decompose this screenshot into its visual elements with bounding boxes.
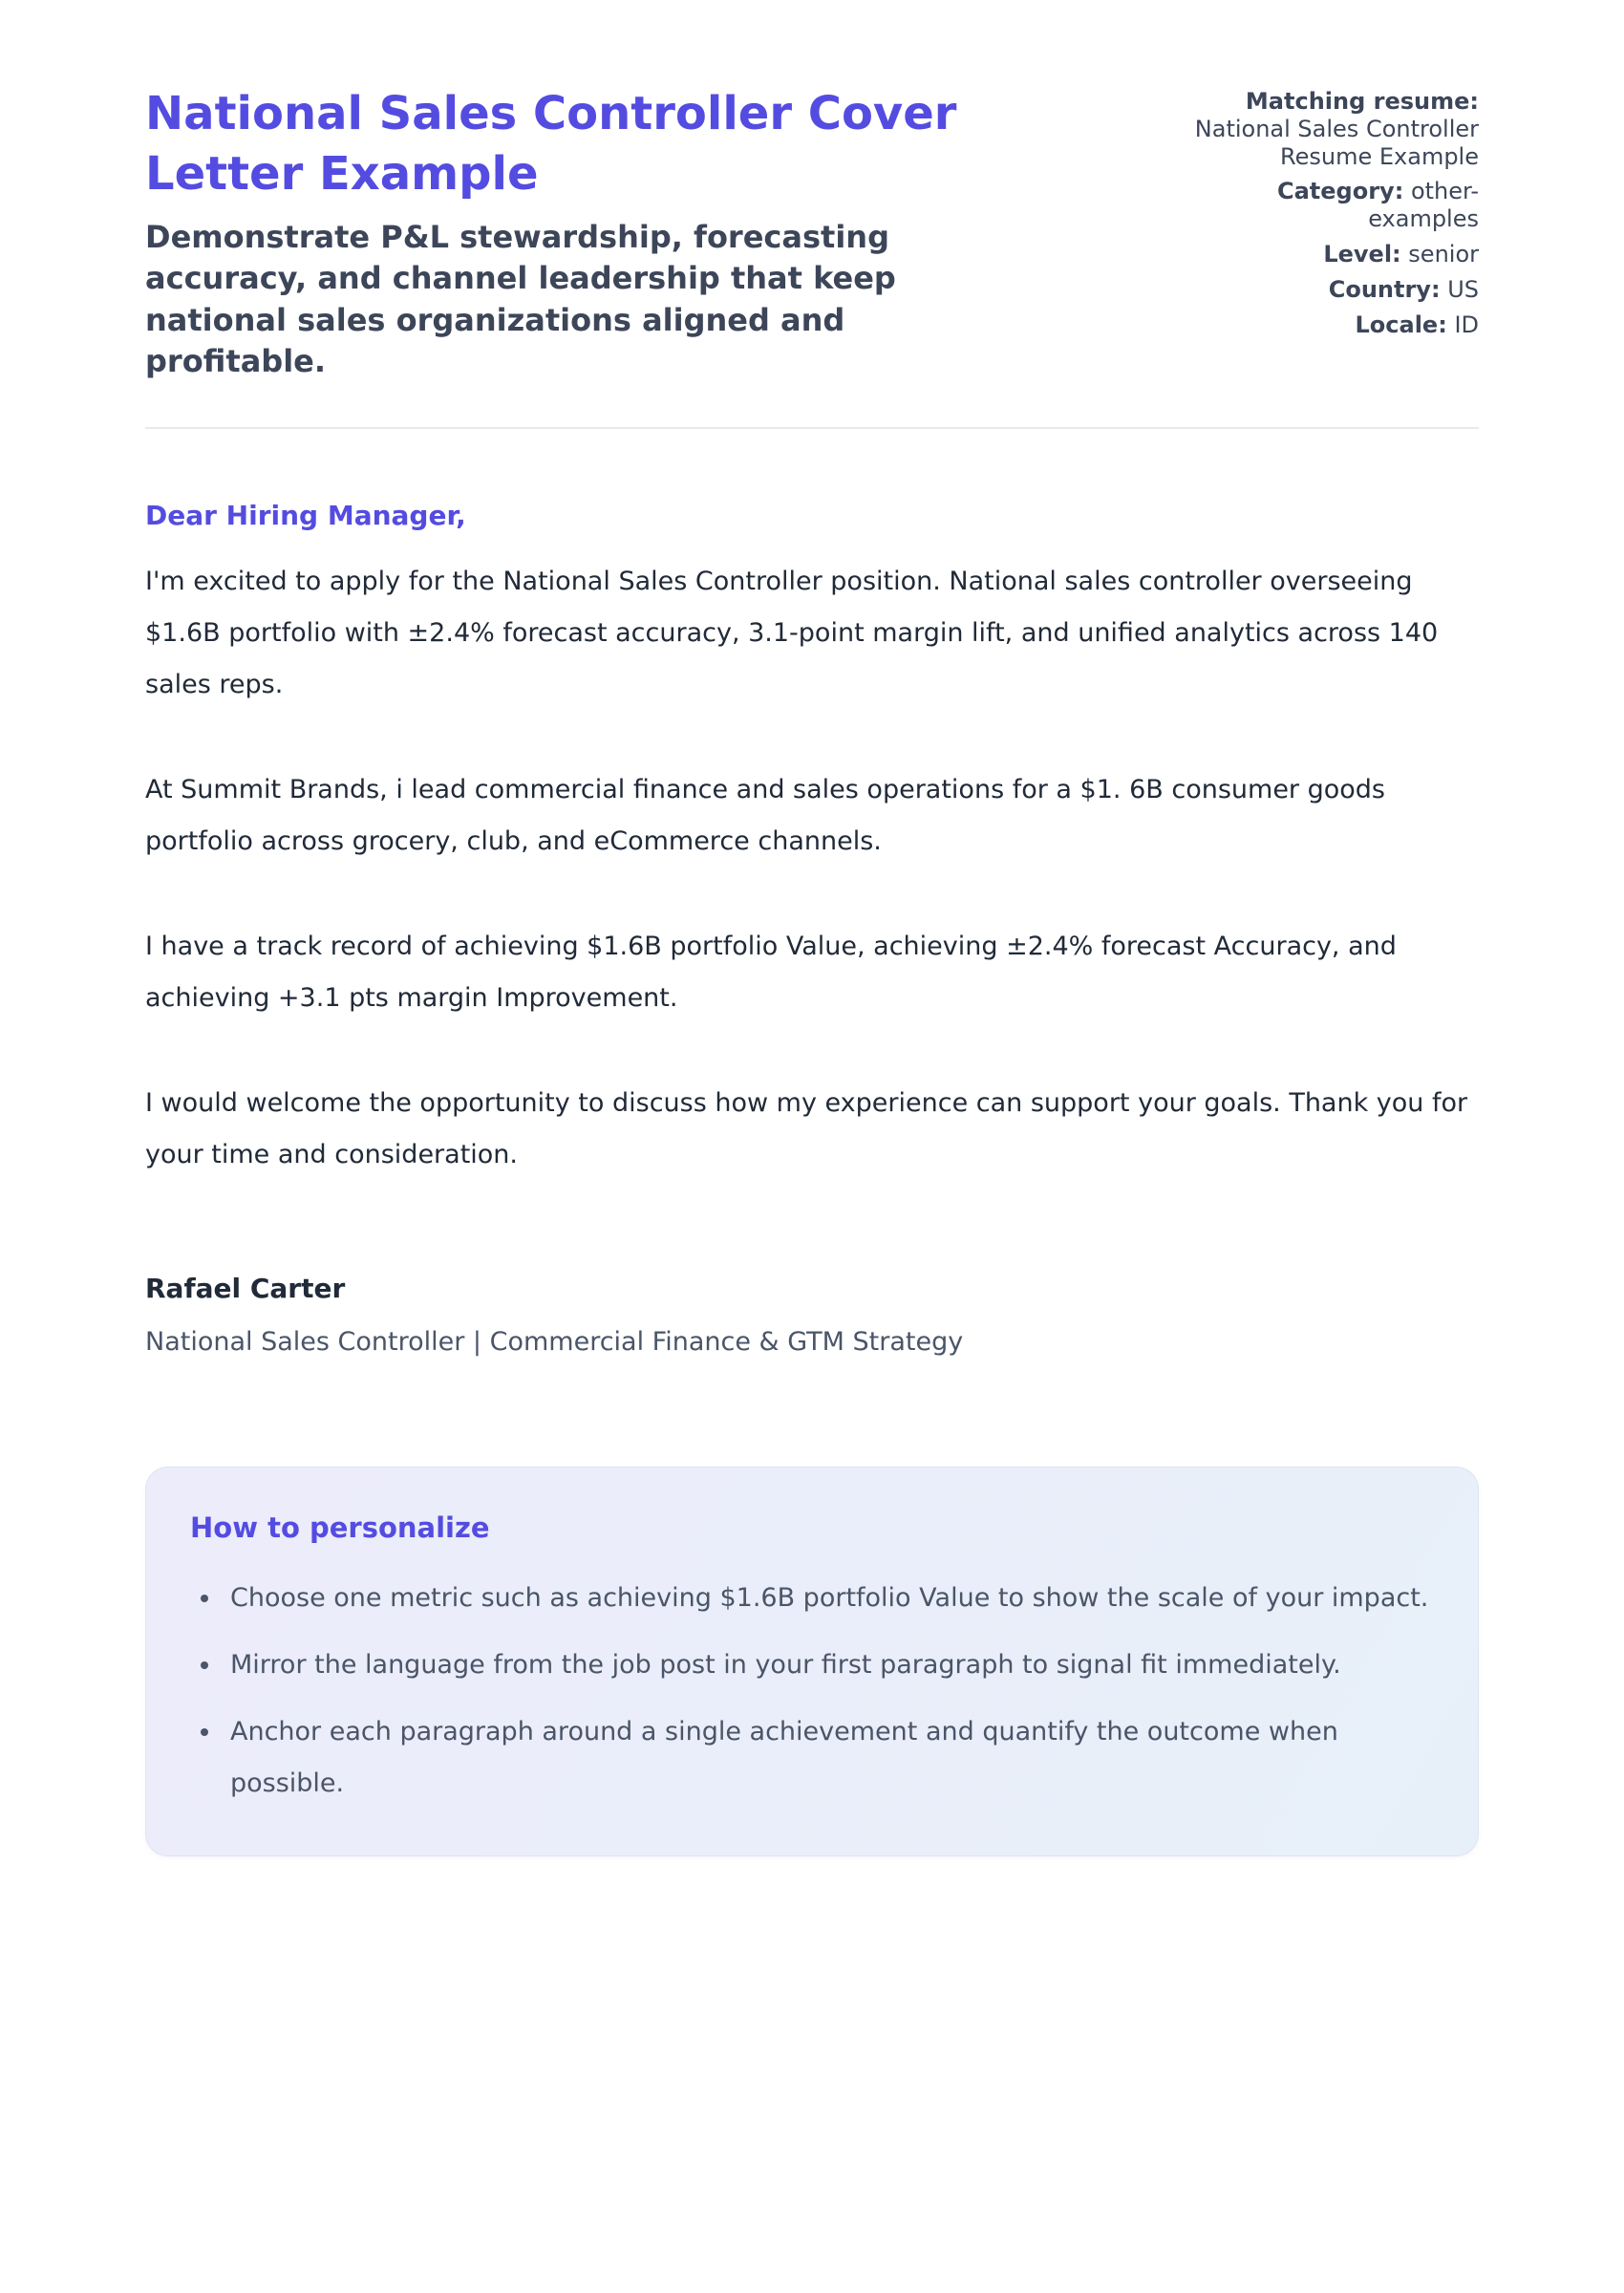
title-block xyxy=(145,84,1062,383)
page-subtitle: Demonstrate P&L stewardship, forecasting accuracy, and channel leadership that keep national sales organizations aligned and profitable. xyxy=(145,218,896,380)
salutation: Dear Hiring Manager, xyxy=(145,499,466,531)
meta-label-country: Country: xyxy=(1328,275,1441,303)
page-header xyxy=(145,84,1479,383)
page-title: National Sales Controller Cover Letter Example xyxy=(145,87,957,202)
how-to-personalize-card xyxy=(145,1467,1479,1856)
meta-locale xyxy=(1187,311,1479,339)
meta-value-category: other-examples xyxy=(1368,178,1479,233)
letter-paragraph-1: I'm excited to apply for the National Sales Controller position. National sales controller overseeing $1.6B portfolio with ±2.4% forecast accuracy, 3.1-point margin lift, and unified analytics across 140 sales reps. xyxy=(145,566,1439,699)
meta-value-matching-resume: National Sales Controller Resume Example xyxy=(1194,115,1479,170)
letter-paragraph-4: I would welcome the opportunity to discuss how my experience can support your goals. Thank you for your time and consideration. xyxy=(145,1087,1468,1169)
meta-label-locale: Locale: xyxy=(1355,311,1447,338)
signature-block xyxy=(145,1273,1479,1362)
meta-value-level: senior xyxy=(1408,240,1479,268)
signature-name: Rafael Carter xyxy=(145,1272,346,1304)
tips-list xyxy=(190,1573,1432,1810)
tip-item-2: • Mirror the language from the job post in your first paragraph to signal fit immediately. xyxy=(223,1639,1432,1691)
letter-body xyxy=(145,500,1479,1362)
meta-label-matching-resume: Matching resume: xyxy=(1245,88,1479,115)
tip-item-1: • Choose one metric such as achieving $1.6B portfolio Value to show the scale of your impact. xyxy=(223,1573,1432,1624)
meta-country xyxy=(1187,276,1479,304)
cover-letter-page xyxy=(145,0,1479,1856)
tips-heading: How to personalize xyxy=(190,1511,490,1545)
letter-paragraph-2: At Summit Brands, i lead commercial finance and sales operations for a $1. 6B consumer goods portfolio across grocery, club, and eCommerce channels. xyxy=(145,774,1385,856)
meta-category xyxy=(1187,178,1479,233)
tip-item-3: • Anchor each paragraph around a single achievement and quantify the outcome when possible. xyxy=(223,1706,1432,1810)
meta-matching-resume xyxy=(1187,88,1479,170)
signature-title: National Sales Controller | Commercial Finance & GTM Strategy xyxy=(145,1326,964,1357)
letter-paragraph-3: I have a track record of achieving $1.6B portfolio Value, achieving ±2.4% forecast Accuracy, and achieving +3.1 pts margin Improvement. xyxy=(145,931,1397,1013)
meta-label-level: Level: xyxy=(1323,240,1401,268)
meta-value-country: US xyxy=(1447,275,1479,303)
meta-value-locale: ID xyxy=(1454,311,1479,338)
header-divider xyxy=(145,427,1479,429)
meta-label-category: Category: xyxy=(1276,178,1404,205)
resume-meta-block xyxy=(1187,84,1479,383)
meta-level xyxy=(1187,241,1479,268)
